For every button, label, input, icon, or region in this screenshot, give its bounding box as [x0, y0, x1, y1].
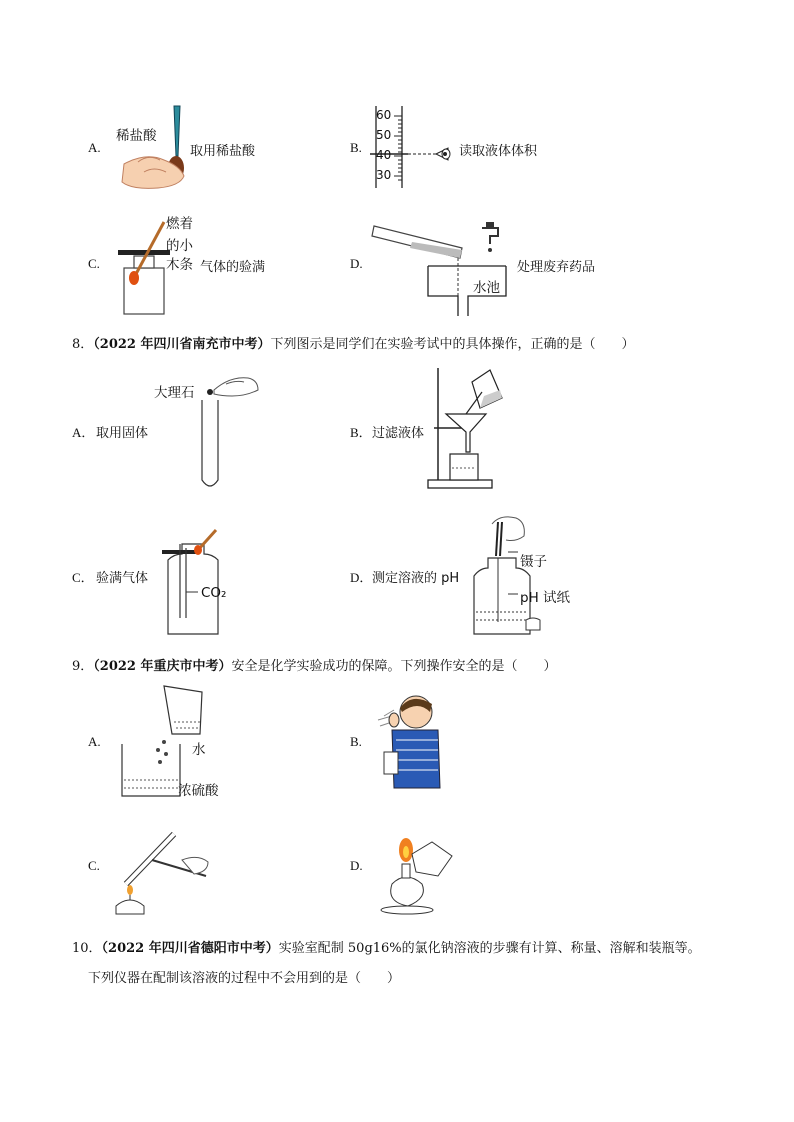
q8-b-filtration-setup — [426, 368, 506, 494]
q7-b-eye-sightline — [408, 146, 454, 162]
q7-b-tick-50: 50 — [376, 128, 392, 142]
q9-number: 9． — [72, 659, 94, 674]
q7-a-dropper-hands-illustration — [118, 104, 198, 194]
q7-a-caption: 取用稀盐酸 — [190, 144, 256, 159]
q9-a-label-acid: 浓硫酸 — [178, 783, 219, 799]
q7-c-label-line1: 燃着 — [166, 216, 193, 232]
q9-d-alcohol-lamps — [372, 822, 462, 916]
q8-d-label-ph-paper: pH 试纸 — [520, 590, 571, 606]
q8-option-b-letter: B． — [350, 425, 372, 440]
q10-stem: 实验室配制 50g16%的氯化钠溶液的步骤有计算、称量、溶解和装瓶等。 — [278, 941, 701, 956]
q10-question-line — [72, 937, 701, 956]
q9-question-line — [72, 655, 557, 674]
q8-option-c-letter: C． — [72, 570, 94, 585]
q7-c-label-line3: 木条 — [166, 257, 193, 273]
q7-b-caption: 读取液体体积 — [459, 144, 538, 159]
q7-b-tick-60: 60 — [376, 108, 392, 122]
q8-c-caption: 验满气体 — [96, 571, 149, 586]
q8-a-caption: 取用固体 — [96, 426, 149, 441]
q9-b-boy-smelling-bottle — [372, 690, 444, 790]
q7-a-label: 稀盐酸 — [116, 128, 157, 144]
q8-d-caption: 测定溶液的 pH — [372, 571, 460, 586]
q9-c-heating-test-tube — [112, 820, 212, 916]
q9-option-d-letter: D. — [350, 858, 363, 873]
q9-option-b-letter: B. — [350, 734, 362, 749]
q8-c-gas-bottle-splint — [160, 528, 230, 638]
q7-option-c-letter: C. — [88, 256, 100, 271]
q8-question-line — [72, 333, 635, 352]
q8-d-label-tweezers: 镊子 — [520, 554, 547, 570]
q7-b-tick-30: 30 — [376, 168, 392, 182]
q7-c-label-line2: 的小 — [166, 238, 193, 254]
q8-option-a-letter: A． — [72, 425, 95, 440]
q7-option-d-letter: D. — [350, 256, 363, 271]
q9-option-c-letter: C. — [88, 858, 100, 873]
q8-b-caption: 过滤液体 — [372, 426, 425, 441]
q9-stem: 安全是化学实验成功的保障。下列操作安全的是（ ） — [231, 659, 557, 674]
q7-d-tube-faucet-sink — [372, 216, 522, 318]
q9-a-label-water: 水 — [192, 742, 206, 758]
q8-stem: 下列图示是同学们在实验考试中的具体操作，正确的是（ ） — [270, 337, 635, 352]
q10-source: （2022 年四川省德阳市中考） — [101, 941, 279, 956]
q7-option-a-letter: A. — [88, 140, 101, 155]
q10-stem-line2: 下列仪器在配制该溶液的过程中不会用到的是（ ） — [88, 971, 401, 986]
q8-a-label: 大理石 — [154, 385, 195, 401]
q7-c-caption: 气体的验满 — [200, 260, 266, 275]
q8-source: （2022 年四川省南充市中考） — [93, 337, 271, 352]
q8-option-d-letter: D． — [350, 570, 373, 585]
q7-d-caption: 处理废弃药品 — [517, 260, 596, 275]
q7-option-b-letter: B. — [350, 140, 362, 155]
q7-b-tick-40: 40 — [376, 148, 392, 162]
q8-d-ph-test-setup — [470, 512, 550, 638]
q9-option-a-letter: A. — [88, 734, 101, 749]
q9-source: （2022 年重庆市中考） — [93, 659, 232, 674]
q7-d-label: 水池 — [473, 280, 500, 296]
q10-number: 10． — [72, 941, 102, 956]
q8-c-label: CO₂ — [201, 585, 227, 601]
q8-number: 8． — [72, 337, 94, 352]
q8-a-test-tube-hand — [196, 370, 266, 490]
